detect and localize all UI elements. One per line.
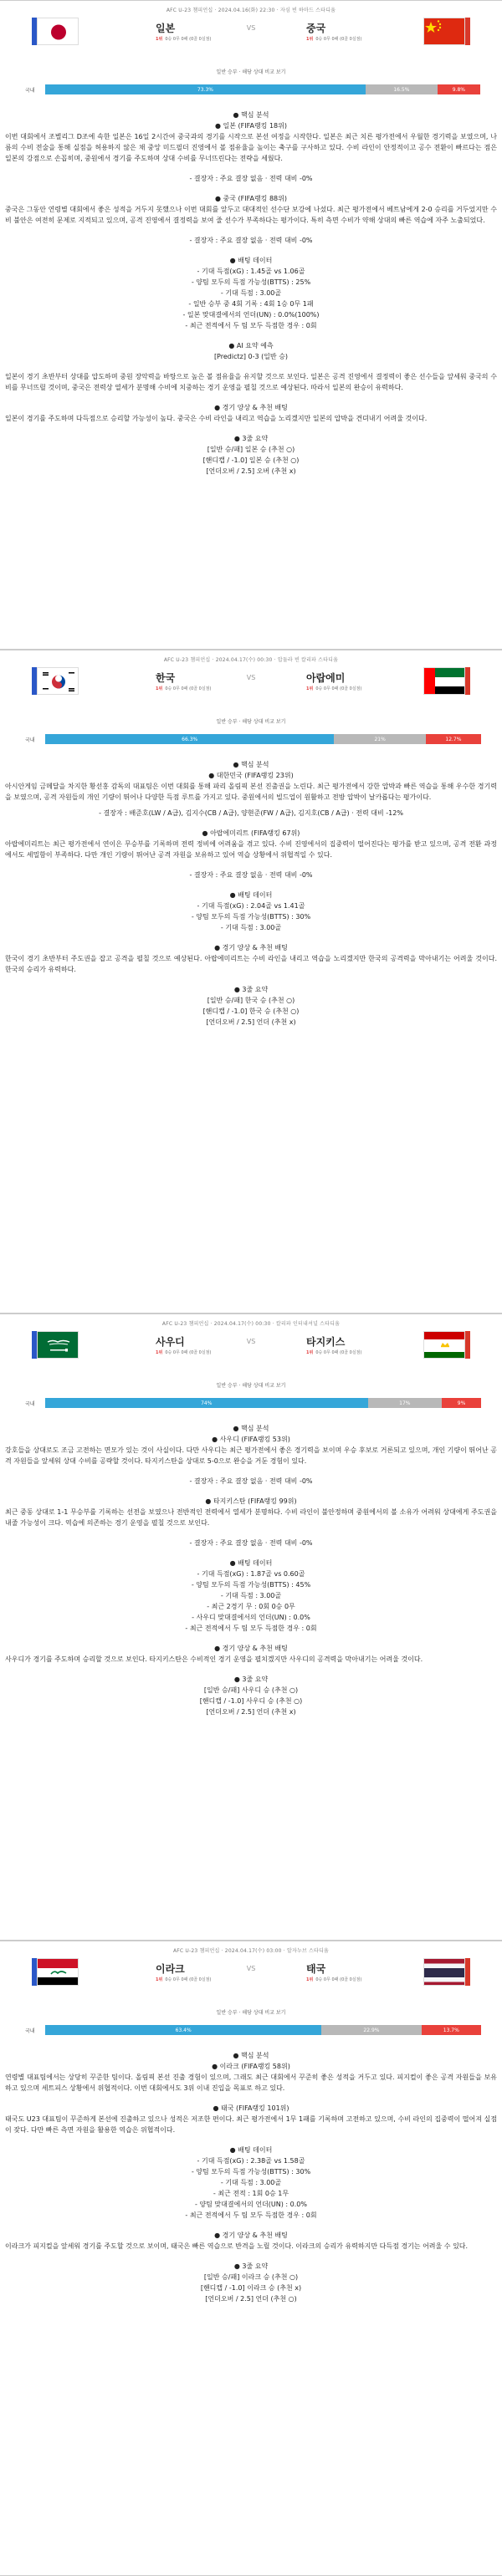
match-card-4: [0, 1941, 502, 2576]
analysis-line: ● 3줄 요약: [233, 1676, 269, 1683]
analysis-line: ● 경기 양상 & 추천 배팅: [214, 944, 288, 951]
vs-label: VS: [246, 24, 256, 32]
analysis-line: [핸디캡 / -1.0] 이라크 승 (추천 x): [200, 2284, 302, 2292]
win-probability: [45, 84, 366, 94]
win-probability-label: 63.4%: [175, 2027, 192, 2033]
thailand-flag-icon: [423, 1958, 465, 1986]
analysis-line: ● 배팅 데이터: [229, 891, 273, 899]
away-side-marker: [465, 667, 470, 695]
analysis-line: - 기대 득점 : 3.00골: [220, 289, 282, 297]
analysis-line: - 결장자 : 배준호(LW / A급), 김지수(CB / A급), 양현준(FW / A급), 김지호(CB / A급) · 전력 대비 -12%: [99, 809, 403, 817]
analysis-line: ● 3줄 요약: [233, 986, 269, 993]
home-rank-badge: 1위: [156, 1977, 163, 1982]
probability-row: [25, 734, 481, 744]
away-team-name[interactable]: 타지키스: [306, 1336, 346, 1348]
analysis-line: - 최근 전적에서 두 팀 모두 득점한 경우 : 0회: [185, 1625, 317, 1632]
away-form-text: 0승 0무 0패 (0골 0실점): [315, 1350, 362, 1355]
analysis-line: - 양팀 모두의 득점 가능성(BTTS) : 25%: [191, 278, 311, 286]
analysis-paragraph: 이번 대회에서 조별리그 D조에 속한 일본은 16일 2시간여 중국과의 경기를 시작으로 본선 여정을 시작한다. 일본은 최근 치른 평가전에서 우월한 경기력을 보였으며, 나름의 수비 전술을 통해 실점을 허용하지 않은 채 중앙 미드필더 진영에서 볼 점유율을 높이는 축구를 구사하고 있다. 수비 라인이 안정적이고 공수 전환이 빠르다는 점은 일본의 강점으로 손꼽히며, 중원에서 경기를 주도하며 상대 수비를 무너뜨린다는 전략을 세웠다.: [5, 133, 497, 162]
spacer: [0, 184, 502, 193]
analysis-paragraph: 이라크가 피지컬을 앞세워 경기를 주도할 것으로 보이며, 태국은 빠른 역습으로 반격을 노릴 것이다. 이라크의 승리가 유력하지만 다득점 경기는 어려울 수 있다.: [5, 2242, 469, 2250]
uae-flag-icon: [423, 667, 465, 695]
china-flag-icon: [423, 18, 465, 45]
spacer: [0, 2252, 502, 2261]
analysis-line: - 기대 득점 : 3.00골: [220, 1592, 282, 1599]
analysis-line: ● 이라크 (FIFA랭킹 58위): [212, 2063, 290, 2070]
analysis-line: - 결장자 : 주요 결장 없음 · 전력 대비 -0%: [189, 1539, 313, 1547]
home-rank-badge: 1위: [156, 1350, 163, 1355]
win-probability-label: 73.3%: [197, 86, 213, 93]
analysis-paragraph: 사우디가 경기를 주도하며 승리할 것으로 보인다. 타지키스탄은 수비적인 경기 운영을 펼치겠지만 사우디의 공격력을 막아내기는 어려울 것이다.: [5, 1655, 423, 1663]
analysis-line: ● 배팅 데이터: [229, 2146, 273, 2154]
match-summary-link[interactable]: 일반 승부 · 해당 상대 비교 보기: [216, 2010, 286, 2016]
win-probability: [45, 2025, 321, 2035]
spacer: [0, 393, 502, 402]
analysis-paragraph: 태국도 U23 대표팀이 꾸준하게 본선에 진출하고 있으나 성적은 저조한 편이다. 최근 평가전에서 1무 1패를 기록하며 고전하고 있으며, 수비 라인의 집중력이 떨어져 실점이 잦다. 다만 빠른 측면 자원을 활용한 역습은 위협적이다.: [5, 2115, 497, 2134]
match-card-2: [0, 650, 502, 1314]
analysis-content: [0, 110, 502, 477]
analysis-line: - 기대 득점 : 3.00골: [220, 924, 282, 931]
loss-probability: [438, 84, 480, 94]
spacer: [0, 1528, 502, 1538]
probability-label: 국내: [25, 737, 35, 743]
spacer: [0, 2094, 502, 2103]
analysis-paragraph: 일본이 경기 초반부터 상대를 압도하며 중원 장악력을 바탕으로 높은 볼 점유율을 유지할 것으로 보인다. 일본은 공격 진영에서 결정력이 좋은 선수들을 앞세워 중국의 수비를 무너뜨릴 것이며, 중국은 전력상 열세가 분명해 수비에 치중하는 경기 운영을 펼칠 것으로 예상된다. 따라서 일본의 완승이 유력하다.: [5, 373, 497, 391]
analysis-line: ● 아랍에미리트 (FIFA랭킹 67위): [202, 829, 300, 837]
home-team-name[interactable]: 이라크: [156, 1963, 185, 1975]
analysis-line: ● 3줄 요약: [233, 435, 269, 442]
analysis-line: - 최근 전적 : 1회 0승 1무: [213, 2190, 289, 2197]
draw-probability: [368, 1398, 443, 1408]
away-form-text: 0승 0무 0패 (0골 0실점): [315, 686, 362, 691]
home-team-form: [156, 686, 211, 691]
analysis-content: [0, 759, 502, 1028]
analysis-line: [언더오버 / 2.5] 오버 (추천 x): [206, 467, 296, 475]
tajikistan-flag-icon: [423, 1331, 465, 1359]
probability-label: 국내: [25, 87, 35, 94]
analysis-paragraph: 최근 중동 상대로 1-1 무승부를 기록하는 선전을 보였으나 전반적인 전력에서 열세가 분명하다. 수비 라인이 불안정하며 중원에서의 볼 소유가 어려워 상대에게 주도권을 내줄 가능성이 크다. 역습에 의존하는 경기 운영을 펼칠 것으로 보인다.: [5, 1508, 497, 1527]
vs-label: VS: [246, 1338, 256, 1345]
analysis-paragraph: 강호들을 상대로도 조금 고전하는 면모가 있는 것이 사실이다. 다만 사우디는 최근 평가전에서 좋은 경기력을 보이며 우승 후보로 거론되고 있으며, 개인 기량이 뛰어난 공격 자원들을 앞세워 상대 수비를 공략할 것이다. 타지키스탄을 상대로 5-0으로 완승을 거둔 경험이 있다.: [5, 1446, 497, 1465]
spacer: [0, 1665, 502, 1674]
away-team-form: [306, 686, 361, 691]
analysis-line: [일반 승/패] 사우디 승 (추천 ○): [203, 1686, 299, 1694]
analysis-line: - 기대 득점(xG) : 2.38골 vs 1.58골: [197, 2157, 305, 2165]
away-side-marker: [465, 1958, 470, 1986]
away-team-form: [306, 1349, 361, 1355]
probability-label: 국내: [25, 1400, 35, 1407]
away-rank-badge: 1위: [306, 1977, 314, 1982]
away-side-marker: [465, 18, 470, 45]
analysis-paragraph: 한국이 경기 초반부터 주도권을 잡고 공격을 펼칠 것으로 예상된다. 아랍에미리트는 수비 라인을 내리고 역습을 노리겠지만 한국의 공격력을 막아내기는 어려울 것이다. 한국의 승리가 유력하다.: [5, 955, 497, 973]
analysis-line: - 양팀 모두의 득점 가능성(BTTS) : 45%: [191, 1581, 311, 1589]
win-probability-label: 74%: [201, 1400, 213, 1406]
loss-probability: [426, 734, 481, 744]
spacer: [0, 880, 502, 890]
analysis-line: - 최근 2경기 무 : 0회 0승 0무: [207, 1603, 295, 1610]
analysis-line: ● 경기 양상 & 추천 배팅: [214, 404, 288, 411]
analysis-line: ● 타지키스탄 (FIFA랭킹 99위): [205, 1497, 297, 1505]
home-team-name[interactable]: 일본: [156, 23, 176, 34]
analysis-line: ● 사우디 (FIFA랭킹 53위): [212, 1436, 290, 1443]
analysis-line: ● 핵심 분석: [233, 111, 269, 119]
analysis-paragraph: 아랍에미리트는 최근 평가전에서 연이은 무승부를 기록하며 전력 정비에 어려움을 겪고 있다. 수비 진영에서의 집중력이 떨어진다는 평가를 받고 있으며, 공격 전환 과정에서도 세밀함이 부족하다. 다만 개인 기량이 뛰어난 공격 자원을 보유하고 있어 역습 상황에서 위협적일 수 있다.: [5, 840, 497, 859]
analysis-line: ● 태국 (FIFA랭킹 101위): [213, 2104, 289, 2112]
spacer: [0, 362, 502, 371]
probability-bar: [45, 84, 481, 94]
match-summary-link[interactable]: 일반 승부 · 해당 상대 비교 보기: [216, 69, 286, 75]
analysis-line: [핸디캡 / -1.0] 사우디 승 (추천 ○): [199, 1697, 303, 1705]
draw-probability: [321, 2025, 421, 2035]
analysis-paragraph: 아시안게임 금메달을 차지한 황선홍 감독의 대표팀은 이번 대회를 통해 파리 올림픽 본선 진출권을 노린다. 최근 평가전에서 강한 압박과 빠른 역습을 통해 우수한 경기력을 보였으며, 공격 자원들의 개인 기량이 뛰어나 다양한 득점 루트를 가지고 있다. 중원에서의 빌드업이 원활하고 전방 압박이 날카롭다는 평가이다.: [5, 783, 497, 801]
home-team-form: [156, 1349, 211, 1355]
away-team-form: [306, 1977, 361, 1982]
spacer: [0, 860, 502, 870]
analysis-line: - 기대 득점(xG) : 2.04골 vs 1.41골: [197, 902, 305, 910]
analysis-paragraph: 일본이 경기를 주도하며 다득점으로 승리할 가능성이 높다. 중국은 수비 라인을 내리고 역습을 노리겠지만 일본의 압박을 견뎌내기 어려울 것이다.: [5, 415, 428, 422]
match-header: [0, 650, 502, 734]
home-team-form: [156, 36, 211, 42]
vs-label: VS: [246, 1965, 256, 1972]
probability-row: [25, 84, 481, 94]
away-team-form: [306, 36, 361, 42]
away-team-name[interactable]: 중국: [306, 23, 326, 34]
league-info: AFC U-23 챔피언십 · 2024.04.17(수) 00:30 · 압둘라 빈 칼리파 스타디움: [163, 657, 339, 663]
home-rank-badge: 1위: [156, 37, 163, 42]
analysis-line: ● 중국 (FIFA랭킹 88위): [215, 195, 287, 202]
analysis-line: - 기대 득점 : 3.00골: [220, 2179, 282, 2186]
draw-probability-label: 17%: [399, 1400, 411, 1406]
away-form-text: 0승 0무 0패 (0골 0실점): [315, 37, 362, 42]
analysis-line: ● 핵심 분석: [233, 761, 269, 768]
analysis-line: ● 경기 양상 & 추천 배팅: [214, 2232, 288, 2239]
analysis-line: ● 배팅 데이터: [229, 257, 273, 264]
analysis-line: - 양팀 맞대결에서의 언더(UN) : 0.0%: [195, 2201, 307, 2208]
analysis-content: [0, 2050, 502, 2304]
away-side-marker: [465, 1331, 470, 1359]
analysis-line: - 최근 전적에서 두 팀 모두 득점한 경우 : 0회: [185, 322, 317, 329]
win-probability: [45, 734, 334, 744]
spacer: [0, 246, 502, 255]
win-probability-label: 66.3%: [182, 736, 198, 742]
analysis-line: [언더오버 / 2.5] 언더 (추천 x): [206, 1018, 296, 1026]
probability-row: [25, 2025, 481, 2035]
match-header: [0, 1314, 502, 1398]
spacer: [0, 331, 502, 340]
spacer: [0, 1487, 502, 1496]
match-card-1: [0, 0, 502, 650]
spacer: [0, 2221, 502, 2230]
probability-bar: [45, 1398, 481, 1408]
loss-probability-label: 9%: [457, 1400, 466, 1406]
draw-probability-label: 22.9%: [363, 2027, 380, 2033]
analysis-paragraph: 연령별 대표팀에서는 상당히 꾸준한 팀이다. 올림픽 본선 진출 경험이 있으며, 그래도 최근 대회에서 꾸준히 좋은 성적을 거두고 있다. 피지컬이 좋은 공격 자원들을 보유하고 있으며 세트피스 상황에서 위협적이다. 이번 대회에서도 3위 이내 진입을 목표로 하고 있다.: [5, 2074, 497, 2092]
probability-bar: [45, 2025, 481, 2035]
league-info: AFC U-23 챔피언십 · 2024.04.17(수) 03:00 · 알자누브 스타디움: [172, 1948, 330, 1954]
home-form-text: 0승 0무 0패 (0골 0실점): [165, 37, 212, 42]
loss-probability: [422, 2025, 481, 2035]
spacer: [0, 1634, 502, 1643]
spacer: [0, 975, 502, 984]
draw-probability: [334, 734, 425, 744]
spacer: [0, 164, 502, 173]
analysis-line: [일반 승/패] 일본 승 (추천 ○): [207, 446, 295, 453]
home-form-text: 0승 0무 0패 (0골 0실점): [165, 1977, 212, 1982]
away-rank-badge: 1위: [306, 1350, 314, 1355]
analysis-paragraph: 중국은 그동안 연령별 대회에서 좋은 성적을 거두지 못했으나 이번 대회를 앞두고 대대적인 선수단 보강에 나섰다. 최근 평가전에서 베트남에게 2-0 승리를 거두었지만 수비 불안은 여전히 문제로 지적되고 있으며, 공격 진영에서 결정력을 보여 줄 선수가 부족하다는 평가이다. 특히 측면 수비가 약해 상대의 빠른 역습에 자주 노출되었다.: [5, 206, 497, 224]
spacer: [0, 226, 502, 235]
away-rank-badge: 1위: [306, 686, 314, 691]
analysis-line: [일반 승/패] 한국 승 (추천 ○): [207, 997, 295, 1004]
analysis-line: ● AI 요약 예측: [228, 342, 274, 349]
match-summary-link[interactable]: 일반 승부 · 해당 상대 비교 보기: [216, 1383, 286, 1389]
analysis-line: ● 배팅 데이터: [229, 1559, 273, 1567]
league-info: AFC U-23 챔피언십 · 2024.04.17(수) 00:30 · 칼리파 인터내셔널 스타디움: [161, 1321, 341, 1327]
away-team-name[interactable]: 태국: [306, 1963, 326, 1975]
spacer: [0, 819, 502, 828]
spacer: [0, 424, 502, 433]
probability-row: [25, 1398, 481, 1408]
loss-probability: [442, 1398, 481, 1408]
analysis-line: ● 일본 (FIFA랭킹 18위): [215, 122, 287, 130]
draw-probability: [366, 84, 438, 94]
analysis-line: ● 핵심 분석: [233, 2052, 269, 2059]
analysis-line: - 최근 전적에서 두 팀 모두 득점한 경우 : 0회: [185, 2211, 317, 2219]
match-header: [0, 1, 502, 84]
analysis-line: - 결장자 : 주요 결장 없음 · 전력 대비 -0%: [189, 871, 313, 879]
analysis-line: [언더오버 / 2.5] 언더 (추천 x): [206, 1708, 296, 1716]
analysis-line: [Predictz] 0-3 (일반 승): [213, 353, 289, 360]
analysis-content: [0, 1423, 502, 1717]
analysis-line: - 결장자 : 주요 결장 없음 · 전력 대비 -0%: [189, 237, 313, 244]
home-team-form: [156, 1977, 211, 1982]
analysis-line: - 일반 승부 중 4회 기록 : 4회 1승 0무 1패: [188, 300, 314, 308]
analysis-line: - 사우디 맞대결에서의 언더(UN) : 0.0%: [192, 1614, 310, 1621]
analysis-line: ● 3줄 요약: [233, 2262, 269, 2270]
analysis-line: - 결장자 : 주요 결장 없음 · 전력 대비 -0%: [189, 1477, 313, 1485]
vs-label: VS: [246, 674, 256, 681]
analysis-line: ● 경기 양상 & 추천 배팅: [214, 1645, 288, 1652]
analysis-line: - 양팀 모두의 득점 가능성(BTTS) : 30%: [191, 913, 311, 921]
analysis-line: [일반 승/패] 이라크 승 (추천 ○): [203, 2273, 299, 2281]
analysis-line: [핸디캡 / -1.0] 일본 승 (추천 ○): [202, 457, 300, 464]
draw-probability-label: 16.5%: [393, 86, 410, 93]
analysis-line: ● 핵심 분석: [233, 1425, 269, 1432]
match-card-3: [0, 1314, 502, 1941]
analysis-line: [핸디캡 / -1.0] 한국 승 (추천 ○): [202, 1007, 300, 1015]
analysis-line: [언더오버 / 2.5] 언더 (추천 ○): [205, 2295, 297, 2303]
analysis-line: - 일본 맞대결에서의 언더(UN) : 0.0%(100%): [182, 311, 320, 319]
spacer: [0, 2135, 502, 2145]
analysis-line: - 기대 득점(xG) : 1.45골 vs 1.06골: [197, 268, 305, 275]
home-rank-badge: 1위: [156, 686, 163, 691]
analysis-line: - 기대 득점(xG) : 1.87골 vs 0.60골: [197, 1570, 305, 1578]
away-form-text: 0승 0무 0패 (0골 0실점): [315, 1977, 362, 1982]
draw-probability-label: 21%: [374, 736, 386, 742]
match-summary-link[interactable]: 일반 승부 · 해당 상대 비교 보기: [216, 719, 286, 725]
spacer: [0, 933, 502, 942]
away-rank-badge: 1위: [306, 37, 314, 42]
loss-probability-label: 9.8%: [452, 86, 466, 93]
away-team-name[interactable]: 아랍에미: [306, 672, 346, 684]
spacer: [0, 1467, 502, 1476]
probability-label: 국내: [25, 2028, 35, 2034]
analysis-line: ● 대한민국 (FIFA랭킹 23위): [208, 772, 294, 779]
league-info: AFC U-23 챔피언십 · 2024.04.16(화) 22:30 · 자심 빈 하마드 스타디움: [166, 8, 336, 13]
home-team-name[interactable]: 사우디: [156, 1336, 185, 1348]
win-probability: [45, 1398, 368, 1408]
analysis-line: - 양팀 모두의 득점 가능성(BTTS) : 30%: [191, 2168, 311, 2176]
match-header: [0, 1941, 502, 2025]
spacer: [0, 1548, 502, 1558]
home-team-name[interactable]: 한국: [156, 672, 176, 684]
loss-probability-label: 13.7%: [443, 2027, 459, 2033]
home-form-text: 0승 0무 0패 (0골 0실점): [165, 686, 212, 691]
probability-bar: [45, 734, 481, 744]
analysis-line: - 결장자 : 주요 결장 없음 · 전력 대비 -0%: [189, 175, 313, 182]
loss-probability-label: 12.7%: [445, 736, 462, 742]
home-form-text: 0승 0무 0패 (0골 0실점): [165, 1350, 212, 1355]
